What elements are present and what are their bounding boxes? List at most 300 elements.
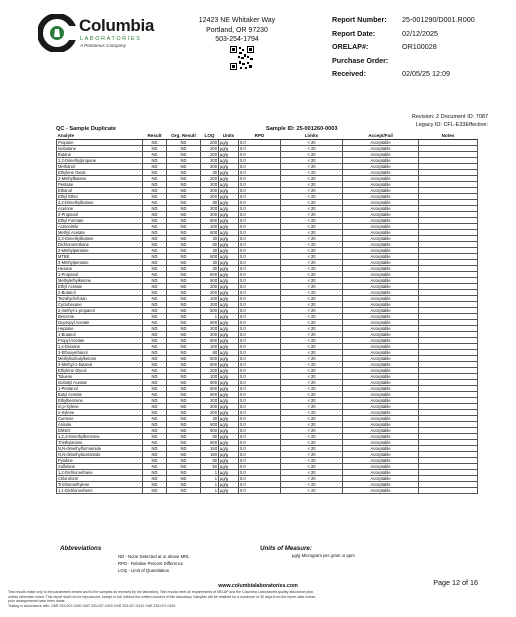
cell-analyte: 2-Methylpentane bbox=[57, 248, 143, 254]
cell-limits: < 20 bbox=[281, 278, 343, 284]
cell-units: µg/g bbox=[219, 152, 239, 158]
cell-org-result: ND bbox=[167, 230, 201, 236]
cell-units: µg/g bbox=[219, 224, 239, 230]
cell-analyte: Cyclohexane bbox=[57, 302, 143, 308]
cell-org-result: ND bbox=[167, 218, 201, 224]
cell-units: µg/g bbox=[219, 398, 239, 404]
cell-org-result: ND bbox=[167, 338, 201, 344]
company-logo bbox=[38, 14, 158, 54]
cell-org-result: ND bbox=[167, 452, 201, 458]
cell-accept-fail: Acceptable bbox=[343, 422, 419, 428]
cell-result: ND bbox=[143, 422, 167, 428]
cell-org-result: ND bbox=[167, 302, 201, 308]
cell-rpd: 0.0 bbox=[239, 380, 281, 386]
cell-org-result: ND bbox=[167, 146, 201, 152]
column-header-org-result: Org. Result bbox=[167, 133, 201, 140]
cell-analyte: Pentane bbox=[57, 182, 143, 188]
units-text: µg/g Microgram per gram or ppm bbox=[292, 553, 355, 558]
cell-analyte: Methanol bbox=[57, 164, 143, 170]
qr-code-icon[interactable] bbox=[230, 46, 254, 70]
cell-rpd: 0.0 bbox=[239, 374, 281, 380]
cell-org-result: ND bbox=[167, 374, 201, 380]
cell-loq: 500 bbox=[201, 422, 219, 428]
received-row bbox=[332, 69, 512, 83]
cell-result: ND bbox=[143, 464, 167, 470]
cell-accept-fail: Acceptable bbox=[343, 482, 419, 488]
cell-org-result: ND bbox=[167, 332, 201, 338]
cell-analyte: Hexane bbox=[57, 266, 143, 272]
cell-units: µg/g bbox=[219, 260, 239, 266]
cell-analyte: Methyl Acetate bbox=[57, 230, 143, 236]
cell-org-result: ND bbox=[167, 440, 201, 446]
cell-accept-fail: Acceptable bbox=[343, 254, 419, 260]
cell-accept-fail: Acceptable bbox=[343, 266, 419, 272]
cell-rpd: 0.0 bbox=[239, 464, 281, 470]
cell-limits: < 20 bbox=[281, 326, 343, 332]
cell-loq: 150 bbox=[201, 452, 219, 458]
cell-analyte: Anisole bbox=[57, 422, 143, 428]
cell-accept-fail: Acceptable bbox=[343, 440, 419, 446]
cell-analyte: 2-methyl-1-propanol bbox=[57, 308, 143, 314]
cell-rpd: 0.0 bbox=[239, 422, 281, 428]
cell-limits: < 20 bbox=[281, 428, 343, 434]
cell-rpd: 0.0 bbox=[239, 356, 281, 362]
cell-org-result: ND bbox=[167, 152, 201, 158]
cell-limits: < 20 bbox=[281, 176, 343, 182]
cell-accept-fail: Acceptable bbox=[343, 308, 419, 314]
cell-units: µg/g bbox=[219, 170, 239, 176]
cell-result: ND bbox=[143, 374, 167, 380]
cell-loq: 200 bbox=[201, 290, 219, 296]
cell-accept-fail: Acceptable bbox=[343, 338, 419, 344]
cell-units: µg/g bbox=[219, 374, 239, 380]
cell-units: µg/g bbox=[219, 362, 239, 368]
cell-analyte: Heptane bbox=[57, 326, 143, 332]
cell-units: µg/g bbox=[219, 248, 239, 254]
cell-rpd: 0.0 bbox=[239, 146, 281, 152]
cell-result: ND bbox=[143, 470, 167, 476]
cell-result: ND bbox=[143, 452, 167, 458]
cell-rpd: 0.0 bbox=[239, 368, 281, 374]
cell-org-result: ND bbox=[167, 290, 201, 296]
report-field-label: Report Date: bbox=[332, 28, 376, 38]
cell-accept-fail: Acceptable bbox=[343, 260, 419, 266]
column-header-units: Units bbox=[219, 133, 239, 140]
cell-result: ND bbox=[143, 404, 167, 410]
cell-limits: < 20 bbox=[281, 392, 343, 398]
cell-analyte: Ethylbenzene bbox=[57, 398, 143, 404]
cell-rpd: 0.0 bbox=[239, 332, 281, 338]
cell-rpd: 0.0 bbox=[239, 398, 281, 404]
cell-loq: 500 bbox=[201, 380, 219, 386]
company-address bbox=[182, 16, 292, 45]
cell-result: ND bbox=[143, 176, 167, 182]
disclaimer-line: Test results relate only to the parameters tested and to the samples as received by the laboratory. Test results meet all requirements of NELAP and the Columbia Laboratories quality assurance plan, bbox=[8, 590, 315, 594]
cell-analyte: Sulfolane bbox=[57, 464, 143, 470]
cell-accept-fail: Acceptable bbox=[343, 248, 419, 254]
cell-accept-fail: Acceptable bbox=[343, 290, 419, 296]
cell-limits: < 20 bbox=[281, 338, 343, 344]
cell-accept-fail: Acceptable bbox=[343, 284, 419, 290]
cell-loq: 150 bbox=[201, 446, 219, 452]
cell-result: ND bbox=[143, 266, 167, 272]
cell-limits: < 20 bbox=[281, 296, 343, 302]
cell-units: µg/g bbox=[219, 344, 239, 350]
abbreviation-item: ND - None Detected at or above MRL bbox=[118, 554, 190, 559]
cell-limits: < 20 bbox=[281, 242, 343, 248]
cell-org-result: ND bbox=[167, 278, 201, 284]
cell-accept-fail: Acceptable bbox=[343, 302, 419, 308]
abbreviation-item: RPD - Relative Percent Difference bbox=[118, 561, 184, 567]
report-number-row bbox=[332, 15, 512, 29]
cell-loq: 500 bbox=[201, 278, 219, 284]
company-subtitle: LABORATORIES bbox=[80, 36, 142, 42]
cell-analyte: 2-Butanol bbox=[57, 290, 143, 296]
cell-loq: 500 bbox=[201, 218, 219, 224]
cell-units: µg/g bbox=[219, 272, 239, 278]
cell-loq: 100 bbox=[201, 374, 219, 380]
cell-rpd: 0.0 bbox=[239, 350, 281, 356]
cell-units: µg/g bbox=[219, 332, 239, 338]
cell-limits: < 20 bbox=[281, 308, 343, 314]
cell-result: ND bbox=[143, 242, 167, 248]
cell-rpd: 0.0 bbox=[239, 188, 281, 194]
cell-org-result: ND bbox=[167, 176, 201, 182]
cell-limits: < 20 bbox=[281, 290, 343, 296]
cell-limits: < 20 bbox=[281, 218, 343, 224]
cell-limits: < 20 bbox=[281, 314, 343, 320]
cell-result: ND bbox=[143, 140, 167, 146]
cell-rpd: 0.0 bbox=[239, 290, 281, 296]
cell-limits: < 20 bbox=[281, 440, 343, 446]
cell-org-result: ND bbox=[167, 320, 201, 326]
cell-rpd: 0.0 bbox=[239, 254, 281, 260]
cell-accept-fail: Acceptable bbox=[343, 458, 419, 464]
cell-result: ND bbox=[143, 182, 167, 188]
cell-rpd: 0.0 bbox=[239, 476, 281, 482]
cell-org-result: ND bbox=[167, 422, 201, 428]
cell-loq: 200 bbox=[201, 404, 219, 410]
cell-org-result: ND bbox=[167, 464, 201, 470]
cell-result: ND bbox=[143, 290, 167, 296]
cell-result: ND bbox=[143, 362, 167, 368]
cell-accept-fail: Acceptable bbox=[343, 140, 419, 146]
cell-loq: 80 bbox=[201, 200, 219, 206]
cell-limits: < 20 bbox=[281, 350, 343, 356]
cell-rpd: 0.0 bbox=[239, 482, 281, 488]
units-title: Units of Measure: bbox=[260, 545, 312, 552]
cell-analyte: Benzene bbox=[57, 314, 143, 320]
cell-accept-fail: Acceptable bbox=[343, 416, 419, 422]
cell-analyte: Cumene bbox=[57, 416, 143, 422]
cell-limits: < 20 bbox=[281, 152, 343, 158]
legacy-id-text: Legacy ID: CFL-E33Effective: bbox=[415, 121, 488, 128]
cell-analyte: Toluene bbox=[57, 374, 143, 380]
cell-loq: 1 bbox=[201, 470, 219, 476]
cell-analyte: Isobutyl Acetate bbox=[57, 380, 143, 386]
cell-result: ND bbox=[143, 230, 167, 236]
cell-units: µg/g bbox=[219, 188, 239, 194]
cell-result: ND bbox=[143, 398, 167, 404]
cell-org-result: ND bbox=[167, 248, 201, 254]
cell-org-result: ND bbox=[167, 470, 201, 476]
cell-accept-fail: Acceptable bbox=[343, 410, 419, 416]
column-header-analyte: Analyte bbox=[57, 133, 143, 140]
cell-units: µg/g bbox=[219, 326, 239, 332]
cell-loq: 1 bbox=[201, 314, 219, 320]
cell-rpd: 0.0 bbox=[239, 296, 281, 302]
cell-analyte: 1-Propanol bbox=[57, 272, 143, 278]
cell-loq: 50 bbox=[201, 464, 219, 470]
cell-result: ND bbox=[143, 170, 167, 176]
cell-accept-fail: Acceptable bbox=[343, 392, 419, 398]
cell-org-result: ND bbox=[167, 206, 201, 212]
cell-org-result: ND bbox=[167, 488, 201, 494]
cell-accept-fail: Acceptable bbox=[343, 296, 419, 302]
cell-org-result: ND bbox=[167, 386, 201, 392]
cell-accept-fail: Acceptable bbox=[343, 170, 419, 176]
cell-org-result: ND bbox=[167, 344, 201, 350]
cell-loq: 200 bbox=[201, 212, 219, 218]
cell-loq: 200 bbox=[201, 182, 219, 188]
cell-analyte: 2-Ethoxyethanol bbox=[57, 350, 143, 356]
cell-analyte: Chloroform bbox=[57, 476, 143, 482]
cell-accept-fail: Acceptable bbox=[343, 374, 419, 380]
cell-rpd: 0.0 bbox=[239, 320, 281, 326]
cell-result: ND bbox=[143, 434, 167, 440]
cell-org-result: ND bbox=[167, 350, 201, 356]
cell-result: ND bbox=[143, 194, 167, 200]
cell-result: ND bbox=[143, 380, 167, 386]
cell-analyte: 3-Methylpentane bbox=[57, 260, 143, 266]
page-number: Page 12 of 16 bbox=[433, 578, 478, 587]
cell-accept-fail: Acceptable bbox=[343, 188, 419, 194]
cell-analyte: MTBE bbox=[57, 254, 143, 260]
report-field-value: 25-001290/D001.R000 bbox=[402, 15, 475, 24]
cell-result: ND bbox=[143, 296, 167, 302]
cell-accept-fail: Acceptable bbox=[343, 212, 419, 218]
cell-units: µg/g bbox=[219, 278, 239, 284]
orelap-row bbox=[332, 42, 512, 56]
cell-accept-fail: Acceptable bbox=[343, 194, 419, 200]
cell-result: ND bbox=[143, 302, 167, 308]
cell-rpd: 0.0 bbox=[239, 458, 281, 464]
cell-org-result: ND bbox=[167, 392, 201, 398]
cell-result: ND bbox=[143, 152, 167, 158]
cell-result: ND bbox=[143, 488, 167, 494]
cell-loq: 500 bbox=[201, 308, 219, 314]
cell-limits: < 20 bbox=[281, 464, 343, 470]
cell-accept-fail: Acceptable bbox=[343, 230, 419, 236]
cell-units: µg/g bbox=[219, 302, 239, 308]
cell-notes bbox=[419, 488, 478, 494]
cell-org-result: ND bbox=[167, 272, 201, 278]
cell-units: µg/g bbox=[219, 212, 239, 218]
table-row bbox=[57, 488, 478, 494]
cell-org-result: ND bbox=[167, 236, 201, 242]
cell-loq: 200 bbox=[201, 284, 219, 290]
cell-loq: 500 bbox=[201, 254, 219, 260]
cell-org-result: ND bbox=[167, 254, 201, 260]
cell-rpd: 0.0 bbox=[239, 230, 281, 236]
cell-units: µg/g bbox=[219, 410, 239, 416]
website-link[interactable]: www.columbialaboratories.com bbox=[218, 583, 298, 589]
cell-units: µg/g bbox=[219, 194, 239, 200]
cell-limits: < 20 bbox=[281, 458, 343, 464]
cell-rpd: 0.0 bbox=[239, 344, 281, 350]
cell-units: µg/g bbox=[219, 428, 239, 434]
cell-loq: 30 bbox=[201, 416, 219, 422]
cell-accept-fail: Acceptable bbox=[343, 206, 419, 212]
cell-limits: < 20 bbox=[281, 380, 343, 386]
cell-units: µg/g bbox=[219, 254, 239, 260]
cell-rpd: 0.0 bbox=[239, 242, 281, 248]
cell-accept-fail: Acceptable bbox=[343, 452, 419, 458]
cell-limits: < 20 bbox=[281, 398, 343, 404]
cell-analyte: 2-Propanol bbox=[57, 212, 143, 218]
cell-org-result: ND bbox=[167, 194, 201, 200]
cell-limits: < 20 bbox=[281, 266, 343, 272]
report-field-value: OR100028 bbox=[402, 42, 437, 51]
cell-loq: 500 bbox=[201, 272, 219, 278]
cell-limits: < 20 bbox=[281, 434, 343, 440]
cell-analyte: Ethyl Ether bbox=[57, 194, 143, 200]
cell-loq: 100 bbox=[201, 224, 219, 230]
cell-analyte: 3-Methyl-1-butanol bbox=[57, 362, 143, 368]
cell-loq: 200 bbox=[201, 410, 219, 416]
cell-analyte: 1,1-Dichloroethene bbox=[57, 488, 143, 494]
revision-info bbox=[412, 114, 488, 129]
cell-analyte: m,p-Xylene bbox=[57, 404, 143, 410]
cell-loq: 500 bbox=[201, 428, 219, 434]
report-header bbox=[0, 0, 516, 96]
cell-result: ND bbox=[143, 146, 167, 152]
cell-org-result: ND bbox=[167, 326, 201, 332]
cell-analyte: DMSO bbox=[57, 428, 143, 434]
abbreviations-list bbox=[118, 553, 190, 575]
report-field-label: ORELAP#: bbox=[332, 42, 369, 51]
cell-org-result: ND bbox=[167, 242, 201, 248]
cell-units: µg/g bbox=[219, 392, 239, 398]
cell-units: µg/g bbox=[219, 296, 239, 302]
revision-text: Revision: 2 Document ID: 7087 bbox=[411, 114, 488, 120]
cell-accept-fail: Acceptable bbox=[343, 434, 419, 440]
cell-analyte: 1,2-Dichloroethane bbox=[57, 470, 143, 476]
cell-result: ND bbox=[143, 260, 167, 266]
cell-loq: 200 bbox=[201, 140, 219, 146]
cell-rpd: 0.0 bbox=[239, 212, 281, 218]
cell-limits: < 20 bbox=[281, 194, 343, 200]
cell-rpd: 0.0 bbox=[239, 278, 281, 284]
cell-analyte: Methylisobutylketone bbox=[57, 356, 143, 362]
cell-org-result: ND bbox=[167, 164, 201, 170]
cell-org-result: ND bbox=[167, 188, 201, 194]
cell-rpd: 0.0 bbox=[239, 218, 281, 224]
cell-accept-fail: Acceptable bbox=[343, 488, 419, 494]
cell-analyte: Propyl Acetate bbox=[57, 338, 143, 344]
cell-limits: < 20 bbox=[281, 200, 343, 206]
cell-org-result: ND bbox=[167, 296, 201, 302]
cell-loq: 200 bbox=[201, 188, 219, 194]
cell-result: ND bbox=[143, 332, 167, 338]
cell-result: ND bbox=[143, 368, 167, 374]
cell-limits: < 20 bbox=[281, 236, 343, 242]
cell-result: ND bbox=[143, 314, 167, 320]
cell-accept-fail: Acceptable bbox=[343, 464, 419, 470]
cell-units: µg/g bbox=[219, 140, 239, 146]
cell-units: µg/g bbox=[219, 158, 239, 164]
column-header-accept-fail: Accept/Fail bbox=[343, 133, 419, 140]
cell-org-result: ND bbox=[167, 416, 201, 422]
cell-accept-fail: Acceptable bbox=[343, 164, 419, 170]
cell-units: µg/g bbox=[219, 386, 239, 392]
cell-result: ND bbox=[143, 416, 167, 422]
cell-org-result: ND bbox=[167, 482, 201, 488]
cell-result: ND bbox=[143, 206, 167, 212]
address-line-2: Portland, OR 97230 bbox=[206, 26, 268, 34]
report-field-value: 02/12/2025 bbox=[402, 28, 438, 38]
cell-result: ND bbox=[143, 356, 167, 362]
cell-org-result: ND bbox=[167, 476, 201, 482]
cell-analyte: 1,2,4-trimethylbenzene bbox=[57, 434, 143, 440]
cell-result: ND bbox=[143, 440, 167, 446]
cell-accept-fail: Acceptable bbox=[343, 362, 419, 368]
cell-result: ND bbox=[143, 188, 167, 194]
cell-units: µg/g bbox=[219, 458, 239, 464]
cell-accept-fail: Acceptable bbox=[343, 380, 419, 386]
cell-limits: < 20 bbox=[281, 254, 343, 260]
cell-units: µg/g bbox=[219, 182, 239, 188]
cell-accept-fail: Acceptable bbox=[343, 272, 419, 278]
cell-result: ND bbox=[143, 272, 167, 278]
cell-loq: 500 bbox=[201, 440, 219, 446]
cell-loq: 200 bbox=[201, 194, 219, 200]
cell-units: µg/g bbox=[219, 164, 239, 170]
cell-limits: < 20 bbox=[281, 344, 343, 350]
cell-result: ND bbox=[143, 158, 167, 164]
cell-limits: < 20 bbox=[281, 446, 343, 452]
cell-units: µg/g bbox=[219, 308, 239, 314]
cell-analyte: Acetone bbox=[57, 206, 143, 212]
cell-org-result: ND bbox=[167, 260, 201, 266]
cell-units: µg/g bbox=[219, 452, 239, 458]
cell-rpd: 0.0 bbox=[239, 314, 281, 320]
phone-number: 503-254-1794 bbox=[215, 36, 259, 43]
cell-units: µg/g bbox=[219, 488, 239, 494]
cell-loq: 200 bbox=[201, 368, 219, 374]
cell-org-result: ND bbox=[167, 410, 201, 416]
cell-analyte: 2,2-Dimethylbutane bbox=[57, 200, 143, 206]
cell-result: ND bbox=[143, 458, 167, 464]
cell-org-result: ND bbox=[167, 398, 201, 404]
cell-analyte: Triethylamine bbox=[57, 440, 143, 446]
cell-result: ND bbox=[143, 224, 167, 230]
disclaimer-line: Testing in accordance with: OAR 333-007-0300 OAR 333-007-0400 OAR 333-007-0410 OAR 333-007-0430 bbox=[8, 603, 176, 608]
cell-loq: 500 bbox=[201, 320, 219, 326]
cell-rpd: 0.0 bbox=[239, 308, 281, 314]
cell-rpd: 0.0 bbox=[239, 182, 281, 188]
cell-loq: 100 bbox=[201, 344, 219, 350]
report-field-value: 02/05/25 12:09 bbox=[402, 69, 450, 78]
cell-rpd: 0.0 bbox=[239, 158, 281, 164]
abbreviation-item: LOQ - Limit of Quantitation bbox=[118, 568, 170, 574]
cell-loq: 30 bbox=[201, 170, 219, 176]
cell-limits: < 20 bbox=[281, 158, 343, 164]
cell-limits: < 20 bbox=[281, 422, 343, 428]
cell-org-result: ND bbox=[167, 182, 201, 188]
cell-limits: < 20 bbox=[281, 248, 343, 254]
cell-limits: < 20 bbox=[281, 320, 343, 326]
